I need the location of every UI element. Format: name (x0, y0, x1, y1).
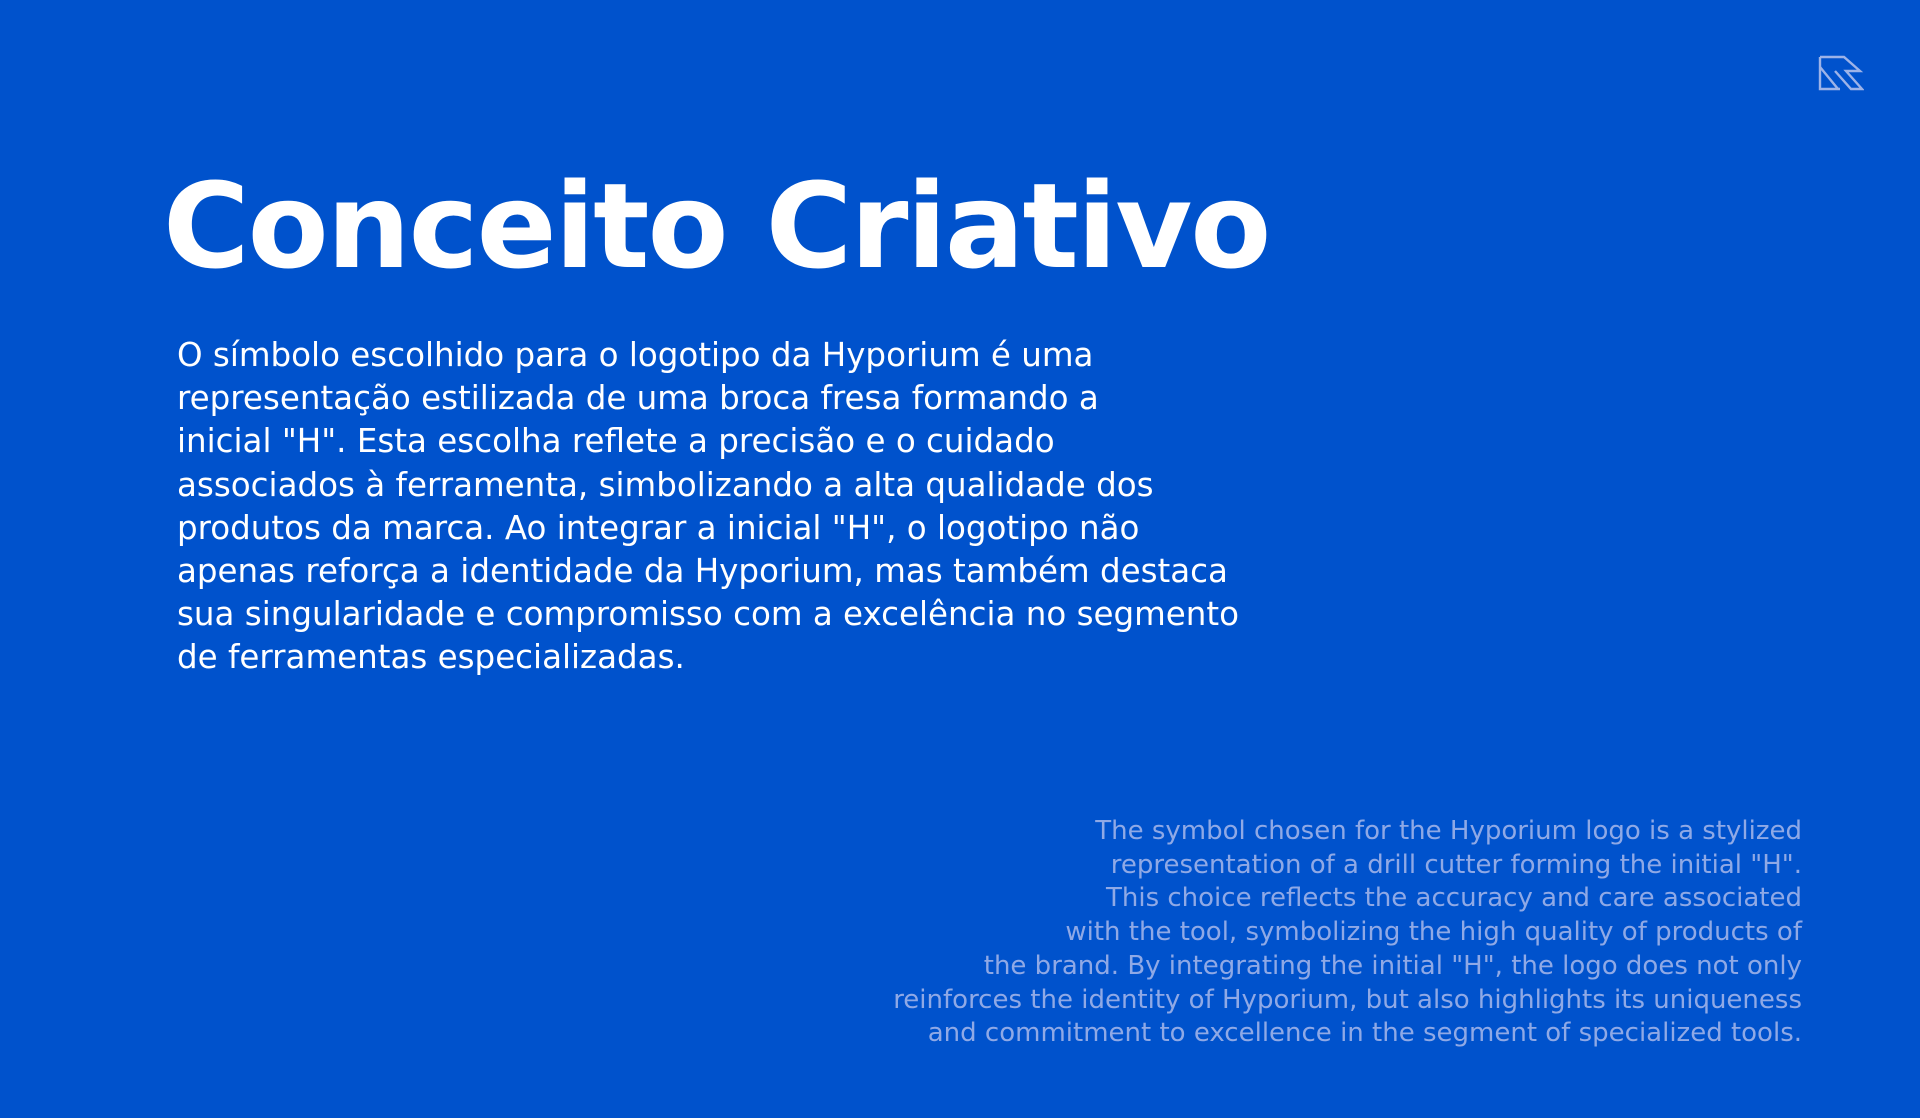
body-pt-line: apenas reforça a identidade da Hyporium, mas também destaca (177, 552, 1228, 591)
body-text-english (893, 815, 1802, 1051)
body-pt-line: sua singularidade e compromisso com a excelência no segmento (177, 595, 1240, 634)
body-pt-line: O símbolo escolhido para o logotipo da Hyporium é uma (177, 336, 1094, 374)
body-pt-line: produtos da marca. Ao integrar a inicial "H", o logotipo não (177, 508, 1140, 547)
body-en-line: The symbol chosen for the Hyporium logo is a stylized (1095, 816, 1802, 846)
body-en-line: the brand. By integrating the initial "H", the logo does not only (983, 950, 1802, 981)
body-en-line: and commitment to excellence in the segment of specialized tools. (927, 1018, 1802, 1049)
body-pt-line: associados à ferramenta, simbolizando a alta qualidade dos (177, 465, 1154, 504)
body-pt-line: de ferramentas especializadas. (177, 638, 685, 677)
body-en-line: representation of a drill cutter forming the initial "H". (1110, 849, 1802, 880)
body-en-line: This choice reflects the accuracy and care associated (1105, 883, 1802, 914)
body-pt-line: representação estilizada de uma broca fresa formando a (177, 379, 1099, 418)
body-en-line: reinforces the identity of Hyporium, but also highlights its uniqueness (893, 984, 1802, 1015)
brand-monogram-icon (1818, 55, 1864, 91)
body-pt-line: inicial "H". Esta escolha reflete a precisão e o cuidado (177, 422, 1055, 461)
page-title: Conceito Criativo (163, 157, 1270, 295)
body-text-portuguese (177, 334, 1239, 680)
body-en-line: with the tool, symbolizing the high quality of products of (1065, 917, 1802, 948)
